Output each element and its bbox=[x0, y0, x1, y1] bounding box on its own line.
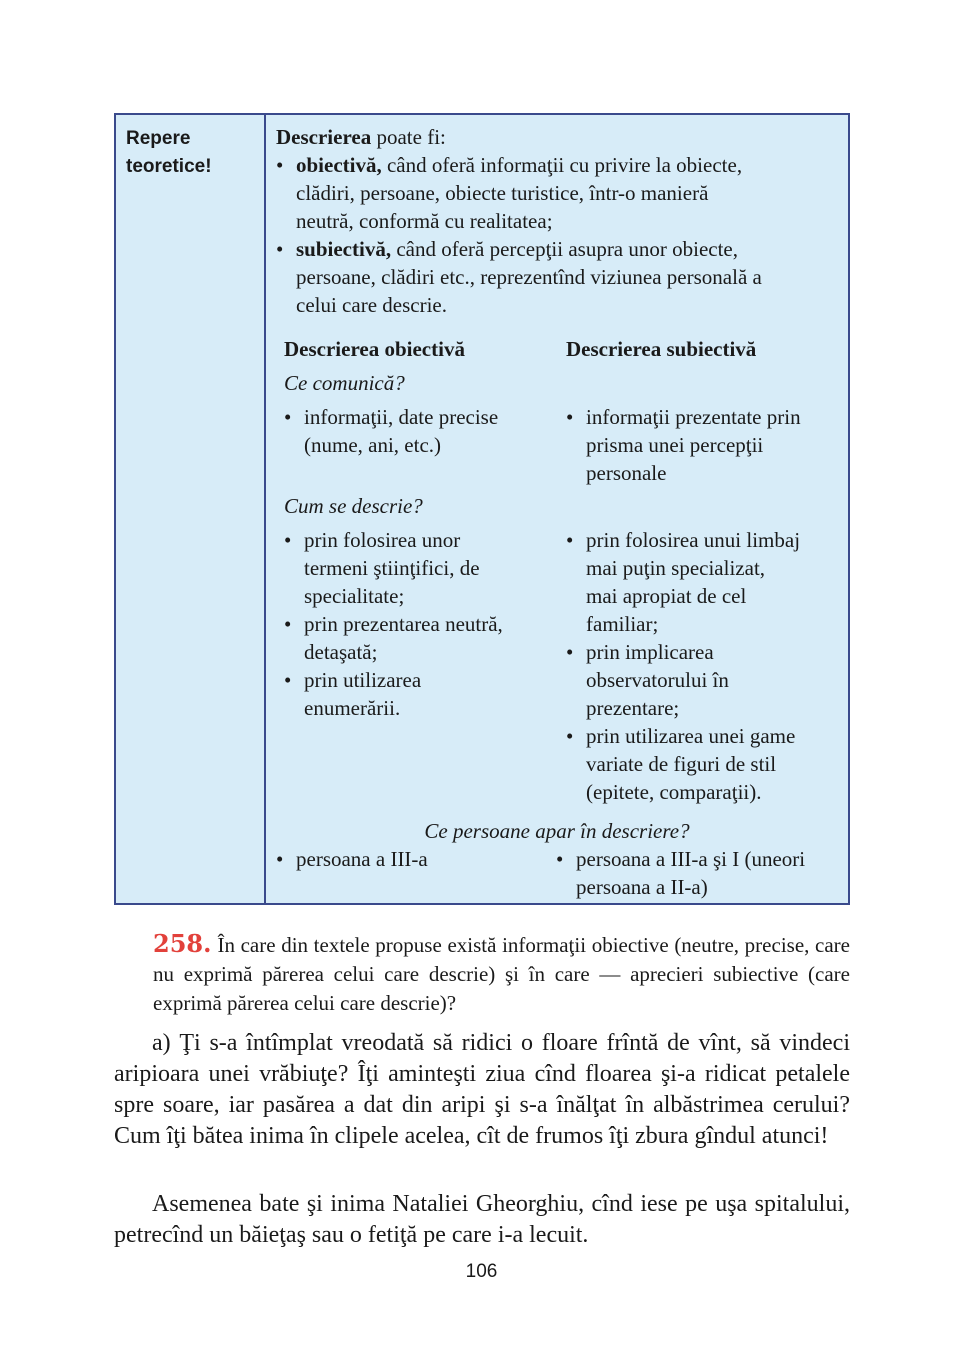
item-text: persoana a II-a) bbox=[576, 875, 708, 899]
item-text: prin folosirea unui limbaj bbox=[586, 528, 801, 552]
side-label-line-1: Repere bbox=[126, 128, 191, 149]
item-text: (nume, ani, etc.) bbox=[304, 433, 442, 457]
item-text: specialitate; bbox=[304, 584, 405, 608]
exercise-258 bbox=[153, 929, 850, 1018]
page-number: 106 bbox=[465, 1261, 498, 1282]
intro-line bbox=[276, 123, 836, 151]
list-item bbox=[566, 722, 836, 806]
persons-objective bbox=[276, 845, 546, 873]
item-text: familiar; bbox=[586, 612, 659, 636]
theory-intro bbox=[276, 123, 836, 319]
definition-text: celui care descrie. bbox=[296, 293, 447, 317]
side-label-line-2: teoretice! bbox=[126, 156, 212, 177]
theory-box bbox=[114, 113, 850, 905]
item-text: persoana a III-a bbox=[296, 847, 428, 871]
item-text: detaşată; bbox=[304, 640, 378, 664]
item-text: informaţii prezentate prin bbox=[586, 405, 801, 429]
item-text: persoana a III-a şi I (uneori bbox=[576, 847, 806, 871]
item-text: prisma unei percepţii bbox=[586, 433, 764, 457]
item-text: prin prezentarea neutră, bbox=[304, 612, 503, 636]
subjective-column bbox=[566, 335, 836, 806]
item-text: mai apropiat de cel bbox=[586, 584, 747, 608]
bullet-marker: • bbox=[566, 528, 574, 552]
item-text: mai puţin specializat, bbox=[586, 556, 766, 580]
question-communicates: Ce comunică? bbox=[284, 371, 405, 395]
item-text: (epitete, comparaţii). bbox=[586, 780, 762, 804]
exercise-number: 258. bbox=[153, 929, 212, 958]
definition-bullet bbox=[276, 151, 836, 235]
bullet-marker: • bbox=[276, 847, 284, 871]
definition-text: persoane, clădiri etc., reprezentînd viziunea personală a bbox=[296, 265, 762, 289]
bullet-marker: • bbox=[276, 237, 284, 261]
list-item bbox=[284, 526, 554, 610]
item-text: informaţii, date precise bbox=[304, 405, 499, 429]
intro-bold: Descrierea bbox=[276, 125, 372, 149]
item-text: enumerării. bbox=[304, 696, 401, 720]
item-text: prin folosirea unor bbox=[304, 528, 461, 552]
item-text: variate de figuri de stil bbox=[586, 752, 777, 776]
list-item bbox=[284, 403, 554, 459]
term-subjective: subiectivă, bbox=[296, 237, 392, 261]
exercise-text: În care din textele propuse există informaţii obiective (neutre, precise, care nu exprimă părerea celui care descrie) şi în care — aprecieri subiective (care exprimă părerea celui care descrie)? bbox=[153, 933, 850, 1015]
item-text: prin utilizarea unei game bbox=[586, 724, 796, 748]
text-paragraph-b bbox=[114, 1189, 850, 1251]
bullet-marker: • bbox=[566, 405, 574, 429]
paragraph-text: a) Ţi s-a întîmplat vreodată să ridici o floare frîntă de vînt, să vindeci aripioara unei vrăbiuţe? Îţi aminteşti ziua cînd floarea şi-a ridicat petalele spre soare, iar pasărea a dat din aripi şi s-a înălţat în albăstrimea cerului? Cum îţi bătea inima în clipele acelea, cît de frumos îţi zbura gîndul atunci! bbox=[114, 1030, 850, 1149]
theory-side-label bbox=[116, 115, 266, 903]
objective-column bbox=[284, 335, 554, 722]
question-describe: Cum se descrie? bbox=[284, 494, 423, 518]
item-text: observatorului în bbox=[586, 668, 729, 692]
definition-text: când oferă informaţii cu privire la obiecte, bbox=[381, 153, 743, 177]
text-paragraph-a bbox=[114, 1028, 850, 1152]
subjective-heading: Descrierea subiectivă bbox=[566, 337, 757, 361]
item-text: prezentare; bbox=[586, 696, 680, 720]
theory-content bbox=[266, 115, 848, 903]
term-objective: obiectivă, bbox=[296, 153, 382, 177]
bullet-marker: • bbox=[276, 153, 284, 177]
bullet-marker: • bbox=[566, 724, 574, 748]
item-text: personale bbox=[586, 461, 667, 485]
item-text: termeni ştiinţifici, de bbox=[304, 556, 480, 580]
bullet-marker: • bbox=[284, 612, 292, 636]
question-persons: Ce persoane apar în descriere? bbox=[424, 819, 690, 843]
persons-subjective bbox=[556, 845, 846, 901]
intro-rest: poate fi: bbox=[371, 125, 446, 149]
list-item bbox=[284, 666, 554, 722]
list-item bbox=[566, 526, 836, 638]
bullet-marker: • bbox=[556, 847, 564, 871]
bullet-marker: • bbox=[566, 640, 574, 664]
list-item bbox=[284, 610, 554, 666]
definition-text: când oferă percepţii asupra unor obiecte, bbox=[391, 237, 739, 261]
list-item bbox=[566, 638, 836, 722]
objective-heading: Descrierea obiectivă bbox=[284, 337, 465, 361]
item-text: prin implicarea bbox=[586, 640, 714, 664]
list-item bbox=[566, 403, 836, 487]
paragraph-text: Asemenea bate şi inima Nataliei Gheorghiu, cînd iese pe uşa spitalului, petrecînd un băieţaş sau o fetiţă pe care i-a lecuit. bbox=[114, 1191, 850, 1248]
definition-bullet bbox=[276, 235, 836, 319]
definition-text: clădiri, persoane, obiecte turistice, într-o manieră bbox=[296, 181, 709, 205]
definition-text: neutră, conformă cu realitatea; bbox=[296, 209, 553, 233]
item-text: prin utilizarea bbox=[304, 668, 422, 692]
bullet-marker: • bbox=[284, 668, 292, 692]
bullet-marker: • bbox=[284, 405, 292, 429]
bullet-marker: • bbox=[284, 528, 292, 552]
